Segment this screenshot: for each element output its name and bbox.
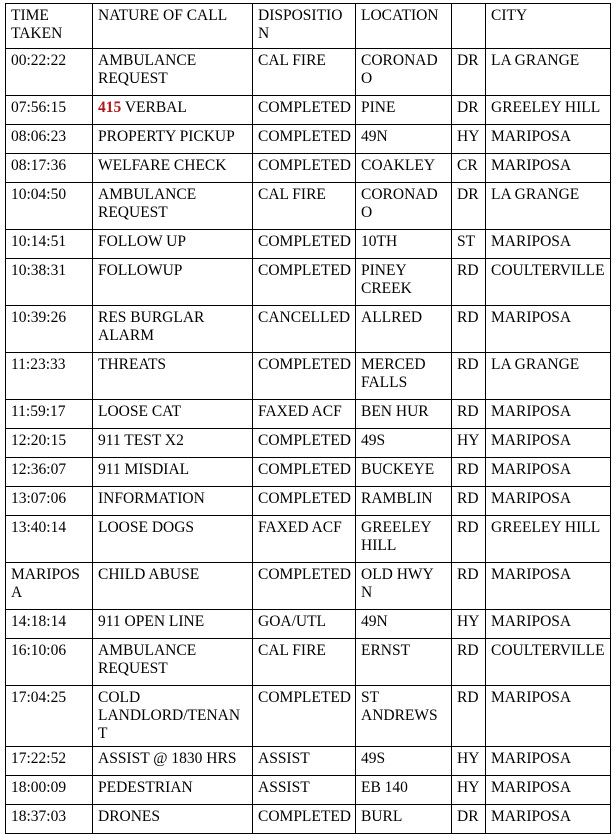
cell-nature-of-call: CHILD ABUSE (93, 563, 253, 610)
table-row (6, 805, 611, 834)
header-location: LOCATION (356, 4, 452, 49)
cell-nature-of-call: RES BURGLAR ALARM (93, 306, 253, 353)
cell-nature-of-call: 911 OPEN LINE (93, 610, 253, 639)
table-row (6, 400, 611, 429)
cell-nature-of-call: AMBULANCE REQUEST (93, 639, 253, 686)
cell-street-type: RD (452, 400, 486, 429)
cell-location: COAKLEY (356, 154, 452, 183)
cell-location: EB 140 (356, 776, 452, 805)
header-street-type (452, 4, 486, 49)
cell-city: MARIPOSA (486, 747, 611, 776)
cell-disposition: FAXED ACF (253, 516, 356, 563)
cell-location: BUCKEYE (356, 458, 452, 487)
cell-location: OLD HWY N (356, 563, 452, 610)
cell-city: COULTERVILLE (486, 639, 611, 686)
cell-disposition: COMPLETED (253, 487, 356, 516)
table-header-row (6, 4, 611, 49)
cell-time-taken: 08:17:36 (6, 154, 93, 183)
cell-time-taken: 10:14:51 (6, 230, 93, 259)
cell-location: BEN HUR (356, 400, 452, 429)
table-row (6, 230, 611, 259)
cell-nature-of-call: FOLLOWUP (93, 259, 253, 306)
cell-street-type: RD (452, 353, 486, 400)
cell-city: MARIPOSA (486, 563, 611, 610)
cell-location: CORONADO (356, 183, 452, 230)
table-body (6, 49, 611, 834)
cell-location: ERNST (356, 639, 452, 686)
cell-time-taken: 17:22:52 (6, 747, 93, 776)
cell-disposition: COMPLETED (253, 686, 356, 747)
cell-city: GREELEY HILL (486, 516, 611, 563)
cell-disposition: GOA/UTL (253, 610, 356, 639)
cell-time-taken: 13:07:06 (6, 487, 93, 516)
cell-nature-of-call: PROPERTY PICKUP (93, 125, 253, 154)
cell-location: 49S (356, 747, 452, 776)
cell-city: GREELEY HILL (486, 96, 611, 125)
cell-city: MARIPOSA (486, 154, 611, 183)
cell-city: MARIPOSA (486, 400, 611, 429)
cell-city: MARIPOSA (486, 230, 611, 259)
cell-time-taken: 10:38:31 (6, 259, 93, 306)
cell-disposition: CAL FIRE (253, 49, 356, 96)
cell-nature-of-call: 911 TEST X2 (93, 429, 253, 458)
cell-disposition: COMPLETED (253, 458, 356, 487)
cell-city: LA GRANGE (486, 183, 611, 230)
table-row (6, 154, 611, 183)
table-row (6, 49, 611, 96)
cell-disposition: FAXED ACF (253, 400, 356, 429)
cell-street-type: DR (452, 183, 486, 230)
header-nature-of-call: NATURE OF CALL (93, 4, 253, 49)
cell-nature-of-call: LOOSE CAT (93, 400, 253, 429)
table-row (6, 563, 611, 610)
cell-disposition: ASSIST (253, 747, 356, 776)
cell-street-type: RD (452, 686, 486, 747)
cell-nature-of-call: INFORMATION (93, 487, 253, 516)
table-row (6, 776, 611, 805)
cell-disposition: COMPLETED (253, 125, 356, 154)
cell-location: GREELEY HILL (356, 516, 452, 563)
cell-nature-of-call: FOLLOW UP (93, 230, 253, 259)
cell-city: MARIPOSA (486, 805, 611, 834)
cell-disposition: COMPLETED (253, 154, 356, 183)
cell-city: MARIPOSA (486, 125, 611, 154)
cell-disposition: COMPLETED (253, 353, 356, 400)
table-row (6, 516, 611, 563)
table-row (6, 639, 611, 686)
cell-time-taken: 17:04:25 (6, 686, 93, 747)
cell-street-type: RD (452, 259, 486, 306)
table-row (6, 487, 611, 516)
cell-location: 49N (356, 125, 452, 154)
cell-location: 10TH (356, 230, 452, 259)
cell-time-taken: 11:23:33 (6, 353, 93, 400)
header-city: CITY (486, 4, 611, 49)
cell-city: MARIPOSA (486, 306, 611, 353)
cell-time-taken: 16:10:06 (6, 639, 93, 686)
cell-city: MARIPOSA (486, 686, 611, 747)
cell-location: PINE (356, 96, 452, 125)
table-row (6, 259, 611, 306)
cell-location: PINEY CREEK (356, 259, 452, 306)
cell-disposition: ASSIST (253, 776, 356, 805)
cell-time-taken: 07:56:15 (6, 96, 93, 125)
cell-time-taken: 08:06:23 (6, 125, 93, 154)
cell-disposition: CANCELLED (253, 306, 356, 353)
cell-city: MARIPOSA (486, 458, 611, 487)
table-row (6, 747, 611, 776)
cell-street-type: DR (452, 96, 486, 125)
cell-street-type: RD (452, 458, 486, 487)
cell-city: COULTERVILLE (486, 259, 611, 306)
table-row (6, 458, 611, 487)
cell-street-type: DR (452, 805, 486, 834)
cell-street-type: HY (452, 429, 486, 458)
cell-street-type: RD (452, 639, 486, 686)
table-row (6, 96, 611, 125)
table-row (6, 353, 611, 400)
cell-disposition: COMPLETED (253, 230, 356, 259)
header-disposition: DISPOSITION (253, 4, 356, 49)
cell-disposition: COMPLETED (253, 259, 356, 306)
cell-nature-of-call: THREATS (93, 353, 253, 400)
cell-disposition: COMPLETED (253, 805, 356, 834)
cell-time-taken: 10:04:50 (6, 183, 93, 230)
table-row (6, 125, 611, 154)
table-row (6, 429, 611, 458)
cell-location: BURL (356, 805, 452, 834)
cell-time-taken: 14:18:14 (6, 610, 93, 639)
cell-city: LA GRANGE (486, 49, 611, 96)
cell-city: MARIPOSA (486, 610, 611, 639)
table-row (6, 686, 611, 747)
cell-location: 49S (356, 429, 452, 458)
cell-nature-of-call: AMBULANCE REQUEST (93, 183, 253, 230)
cell-street-type: HY (452, 776, 486, 805)
cell-street-type: RD (452, 516, 486, 563)
cell-disposition: CAL FIRE (253, 639, 356, 686)
cell-street-type: DR (452, 49, 486, 96)
cell-disposition: COMPLETED (253, 96, 356, 125)
cell-time-taken: 10:39:26 (6, 306, 93, 353)
cell-nature-of-call: LOOSE DOGS (93, 516, 253, 563)
call-nature-text: VERBAL (121, 99, 187, 116)
cell-street-type: ST (452, 230, 486, 259)
cell-street-type: RD (452, 487, 486, 516)
cell-nature-of-call: PEDESTRIAN (93, 776, 253, 805)
cell-disposition: COMPLETED (253, 563, 356, 610)
cell-nature-of-call: 911 MISDIAL (93, 458, 253, 487)
cell-nature-of-call: AMBULANCE REQUEST (93, 49, 253, 96)
cell-city: MARIPOSA (486, 487, 611, 516)
cell-time-taken: 18:00:09 (6, 776, 93, 805)
cell-time-taken: 18:37:03 (6, 805, 93, 834)
cell-time-taken: 12:20:15 (6, 429, 93, 458)
cell-street-type: HY (452, 747, 486, 776)
cell-nature-of-call: ASSIST @ 1830 HRS (93, 747, 253, 776)
cell-time-taken: MARIPOSA (6, 563, 93, 610)
cell-time-taken: 00:22:22 (6, 49, 93, 96)
cell-street-type: HY (452, 125, 486, 154)
cell-nature-of-call: DRONES (93, 805, 253, 834)
header-time-taken: TIME TAKEN (6, 4, 93, 49)
cell-city: MARIPOSA (486, 776, 611, 805)
cell-nature-of-call: WELFARE CHECK (93, 154, 253, 183)
cell-street-type: RD (452, 306, 486, 353)
cell-time-taken: 12:36:07 (6, 458, 93, 487)
cell-location: CORONADO (356, 49, 452, 96)
cell-location: RAMBLIN (356, 487, 452, 516)
table-row (6, 306, 611, 353)
cell-city: MARIPOSA (486, 429, 611, 458)
cell-location: ST ANDREWS (356, 686, 452, 747)
cell-location: MERCED FALLS (356, 353, 452, 400)
table-row (6, 610, 611, 639)
cell-time-taken: 11:59:17 (6, 400, 93, 429)
cell-street-type: RD (452, 563, 486, 610)
cell-disposition: CAL FIRE (253, 183, 356, 230)
call-log-table (5, 3, 611, 834)
cell-city: LA GRANGE (486, 353, 611, 400)
cell-time-taken: 13:40:14 (6, 516, 93, 563)
call-code-number: 415 (98, 99, 122, 116)
cell-disposition: COMPLETED (253, 429, 356, 458)
cell-nature-of-call: COLD LANDLORD/TENANT (93, 686, 253, 747)
cell-street-type: CR (452, 154, 486, 183)
table-row (6, 183, 611, 230)
cell-location: ALLRED (356, 306, 452, 353)
cell-nature-of-call (93, 96, 253, 125)
cell-location: 49N (356, 610, 452, 639)
cell-street-type: HY (452, 610, 486, 639)
